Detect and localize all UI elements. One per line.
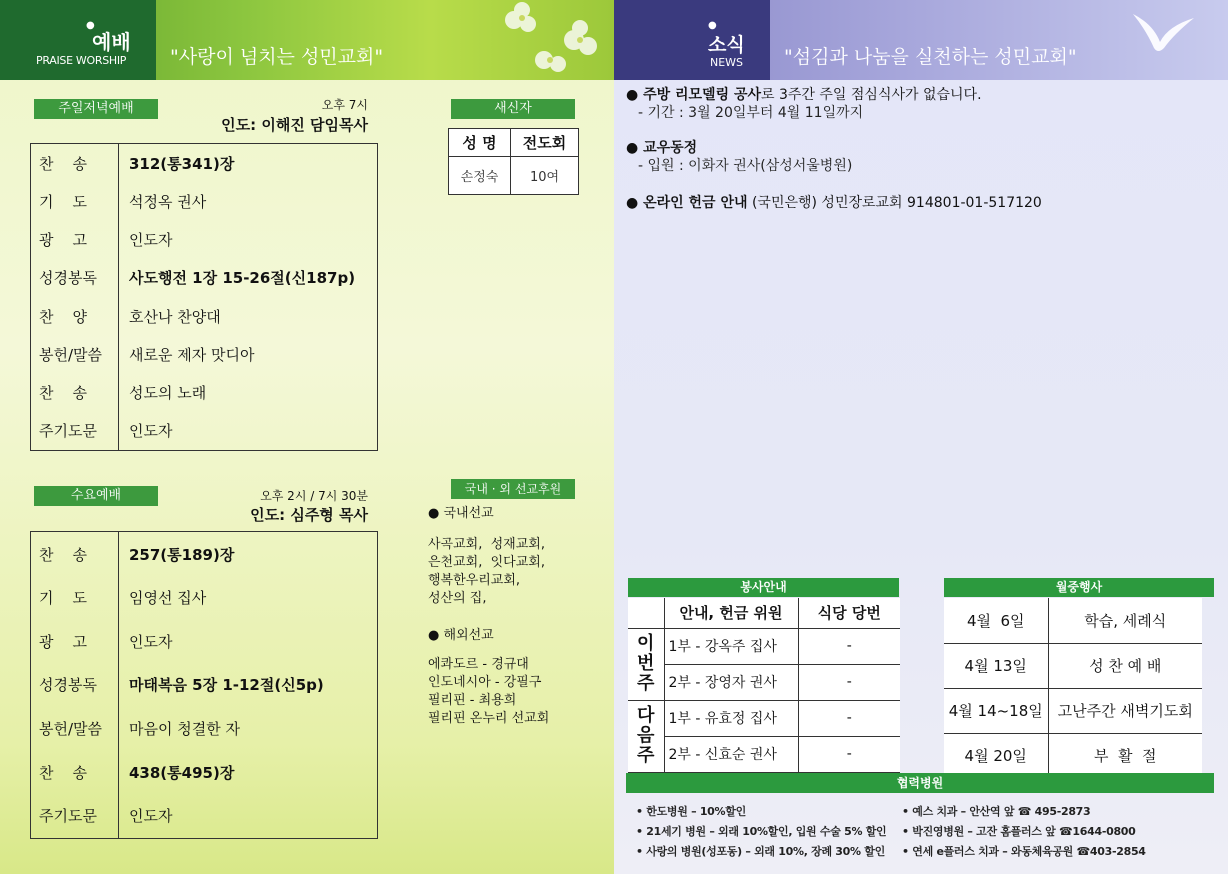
serve-committee-name: 1부 - 유효정 집사	[664, 700, 798, 736]
sunday-time: 오후 7시	[321, 98, 368, 112]
order-item-label: 찬 송	[31, 750, 119, 794]
newcomer-name: 손정숙	[449, 157, 511, 195]
serve-committee-name: 1부 - 강옥주 집사	[664, 628, 798, 664]
order-item-value: 인도자	[129, 807, 173, 826]
news-logo	[614, 0, 770, 80]
serve-kitchen-duty: -	[798, 664, 900, 700]
overseas-mission-title: ● 해외선교	[428, 628, 494, 643]
order-row	[31, 335, 378, 373]
order-item-label: 찬 송	[31, 373, 119, 411]
sunday-order-table	[30, 143, 378, 451]
overseas-mission-list	[428, 656, 549, 728]
order-item-value: 마음이 청결한 자	[129, 720, 240, 738]
event-name: 부 활 절	[1048, 733, 1202, 778]
worship-slogan: "사랑이 넘치는 성민교회"	[170, 46, 384, 68]
news-sub: - 기간 : 3월 20일부터 4월 11일까지	[638, 105, 864, 121]
order-item-label: 성경봉독	[31, 663, 119, 707]
serve-kitchen-duty: -	[798, 700, 900, 736]
newcomer-tag: 새신자	[451, 99, 575, 119]
serve-kitchen-duty: -	[798, 628, 900, 664]
worship-logo-sub: PRAISE WORSHIP	[36, 54, 127, 67]
worship-logo	[0, 0, 156, 80]
news-slogan: "섬김과 나눔을 실천하는 성민교회"	[784, 46, 1077, 68]
mission-line: 사곡교회, 성재교회,	[428, 537, 545, 552]
order-row	[31, 221, 378, 259]
mission-line: 행복한우리교회,	[428, 573, 521, 588]
order-item-label: 찬 송	[31, 144, 119, 183]
domestic-mission-list	[428, 536, 545, 608]
event-date: 4월 6일	[944, 598, 1048, 643]
order-item-label: 봉헌/말씀	[31, 335, 119, 373]
newcomer-header-name: 성 명	[449, 129, 511, 157]
news-item-member	[626, 139, 852, 175]
event-row	[944, 733, 1202, 778]
order-item-label: 광 고	[31, 620, 119, 664]
logo-dot-icon: ●	[86, 20, 95, 31]
domestic-mission-title: ● 국내선교	[428, 506, 494, 521]
mission-line: 에콰도르 - 경규대	[428, 657, 529, 672]
news-title: ● 주방 리모델링 공사	[626, 87, 762, 103]
order-item-label: 성경봉독	[31, 259, 119, 297]
serve-tag: 봉사안내	[628, 578, 899, 597]
event-date: 4월 20일	[944, 733, 1048, 778]
order-item-label: 찬 송	[31, 532, 119, 577]
worship-header	[0, 0, 614, 80]
wednesday-order-table	[30, 531, 378, 839]
order-item-label: 광 고	[31, 221, 119, 259]
sunday-leader: 인도: 이해진 담임목사	[221, 116, 368, 134]
news-header	[614, 0, 1228, 80]
hospital-item: • 한도병원 – 10%할인	[636, 805, 746, 818]
worship-logo-main: 예배	[92, 30, 131, 54]
mission-line: 은천교회, 잇다교회,	[428, 555, 545, 570]
hospital-item: • 연세 e플러스 치과 – 와동체육공원 ☎403-2854	[902, 845, 1146, 858]
serve-week-label: 이 번 주	[628, 628, 664, 700]
news-item-kitchen	[626, 86, 982, 122]
serve-header-committee: 안내, 헌금 위원	[664, 598, 798, 628]
order-item-value: 인도자	[129, 231, 173, 250]
order-row	[31, 750, 378, 794]
order-row	[31, 707, 378, 751]
event-name: 성 찬 예 배	[1048, 643, 1202, 688]
serve-header-blank	[628, 598, 664, 628]
wednesday-leader: 인도: 심주형 목사	[250, 506, 368, 524]
newcomer-table	[448, 128, 579, 195]
event-row	[944, 688, 1202, 733]
serve-committee-name: 2부 - 장영자 권사	[664, 664, 798, 700]
serve-header-kitchen: 식당 당번	[798, 598, 900, 628]
order-item-value: 새로운 제자 맛디아	[129, 345, 255, 364]
news-title: ● 온라인 헌금 안내	[626, 195, 748, 211]
order-item-value: 마태복음 5장 1-12절(신5p)	[129, 676, 324, 695]
order-item-value: 312(통341)장	[129, 154, 235, 173]
order-row	[31, 663, 378, 707]
order-row	[31, 259, 378, 297]
hospital-item: • 21세기 병원 – 외래 10%할인, 입원 수술 5% 할인	[636, 825, 887, 838]
order-item-label: 주기도문	[31, 794, 119, 839]
hospitals-list-left	[636, 802, 886, 862]
order-item-value: 사도행전 1장 15-26절(신187p)	[129, 269, 356, 288]
serve-committee-name: 2부 - 신효순 권사	[664, 736, 798, 772]
bird-icon	[1128, 4, 1198, 70]
order-item-value: 석정옥 권사	[129, 193, 207, 212]
hospitals-tag: 협력병원	[626, 773, 1214, 793]
news-item-offering	[626, 194, 1042, 212]
hospital-item: • 사랑의 병원(성포동) – 외래 10%, 장례 30% 할인	[636, 845, 885, 858]
events-table	[944, 598, 1202, 779]
sunday-worship-tag: 주일저녁예배	[34, 99, 158, 119]
hospital-item: • 예스 치과 – 안산역 앞 ☎ 495-2873	[902, 805, 1091, 818]
serve-row	[628, 664, 900, 700]
news-text: (국민은행) 성민장로교회 914801-01-517120	[747, 195, 1042, 211]
order-row	[31, 620, 378, 664]
newcomer-header-group: 전도회	[511, 129, 579, 157]
order-item-label: 찬 양	[31, 297, 119, 335]
order-item-value: 호산나 찬양대	[129, 307, 221, 326]
news-sub: - 입원 : 이화자 권사(삼성서울병원)	[638, 158, 853, 174]
order-row	[31, 794, 378, 839]
event-date: 4월 14~18일	[944, 688, 1048, 733]
order-item-value: 인도자	[129, 422, 173, 441]
mission-line: 성산의 집,	[428, 591, 487, 606]
wednesday-time: 오후 2시 / 7시 30분	[260, 489, 368, 503]
serve-header-row	[628, 598, 900, 628]
event-row	[944, 643, 1202, 688]
serve-table	[628, 598, 900, 773]
order-row	[31, 576, 378, 620]
event-row	[944, 598, 1202, 643]
event-name: 고난주간 새벽기도회	[1048, 688, 1202, 733]
order-item-value: 인도자	[129, 632, 173, 651]
mission-line: 필리핀 - 최용희	[428, 693, 517, 708]
serve-kitchen-duty: -	[798, 736, 900, 772]
news-logo-sub: NEWS	[710, 56, 744, 69]
event-date: 4월 13일	[944, 643, 1048, 688]
wednesday-worship-tag: 수요예배	[34, 486, 158, 506]
order-item-label: 기 도	[31, 576, 119, 620]
order-row	[31, 144, 378, 183]
logo-dot-icon: ●	[708, 20, 717, 31]
newcomer-group: 10여	[511, 157, 579, 195]
serve-row	[628, 700, 900, 736]
order-row	[31, 411, 378, 450]
order-item-label: 봉헌/말씀	[31, 707, 119, 751]
order-row	[31, 373, 378, 411]
news-text: 로 3주간 주일 점심식사가 없습니다.	[761, 87, 982, 103]
order-row	[31, 297, 378, 335]
order-item-value: 임영선 집사	[129, 589, 207, 608]
order-item-label: 기 도	[31, 183, 119, 221]
order-item-label: 주기도문	[31, 411, 119, 450]
flowers-icon	[484, 0, 614, 80]
hospital-item: • 박진영병원 – 고잔 홈플러스 앞 ☎1644-0800	[902, 825, 1136, 838]
mission-line: 인도네시아 - 강필구	[428, 675, 542, 690]
order-item-value: 438(통495)장	[129, 763, 235, 782]
order-row	[31, 532, 378, 577]
serve-week-label: 다 음 주	[628, 700, 664, 772]
serve-row	[628, 628, 900, 664]
event-name: 학습, 세례식	[1048, 598, 1202, 643]
serve-row	[628, 736, 900, 772]
order-item-value: 성도의 노래	[129, 383, 207, 402]
mission-line: 필리핀 온누리 선교회	[428, 711, 550, 726]
news-logo-main: 소식	[708, 34, 745, 56]
order-item-value: 257(통189)장	[129, 545, 235, 564]
news-title: ● 교우동정	[626, 140, 698, 156]
events-tag: 월중행사	[944, 578, 1214, 597]
hospitals-list-right	[902, 802, 1146, 862]
mission-tag: 국내 · 외 선교후원	[451, 479, 575, 499]
order-row	[31, 183, 378, 221]
